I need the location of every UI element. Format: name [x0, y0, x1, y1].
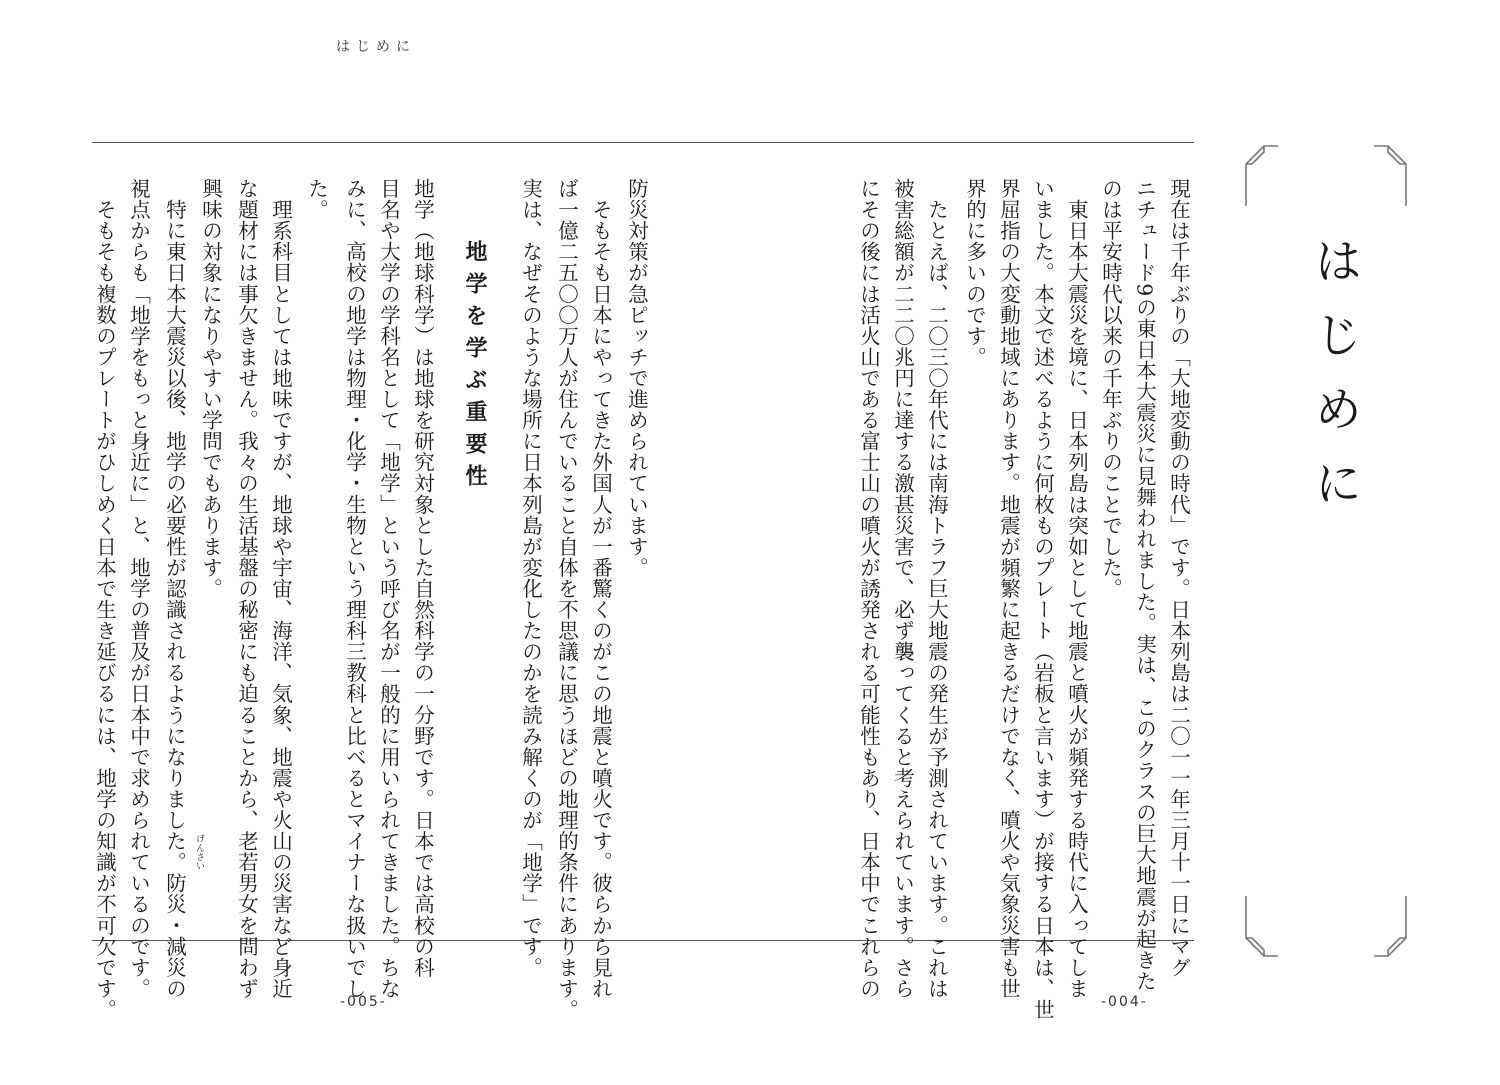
right-line-2: ニチュード9の東日本大震災に見舞われました。実は、このクラスの巨大地震が起きた	[1132, 178, 1157, 992]
right-line-8: たとえば、二〇三〇年代には南海トラフ巨大地震の発生が予測されています。これは	[924, 178, 949, 999]
right-line-7: 界的に多いのです。	[962, 178, 987, 368]
ruby-reading: げんさい	[194, 834, 204, 870]
left-line-6: 目名や大学の学科名として「地学」という呼び名が一般的に用いられてきました。ちな	[376, 178, 401, 999]
left-line-12: 特に東日本大震災以後、地学の必要性が認識されるようになりました。防災・減災の	[162, 178, 187, 999]
left-line-5: 地学（地球科学）は地球を研究対象とした自然科学の一分野です。日本では高校の科	[410, 178, 435, 978]
left-line-2: そもそも日本にやってきた外国人が一番驚くのがこの地震と噴火です。彼らから見れ	[588, 178, 613, 999]
chapter-title: はじめに	[1306, 236, 1362, 532]
folio-right: -004-	[1101, 994, 1148, 1010]
left-line-1: 防災対策が急ピッチで進められています。	[624, 178, 649, 578]
subheading: 地学を学ぶ重要性	[462, 240, 487, 496]
left-line-11: 興味の対象になりやすい学問でもあります。	[198, 178, 223, 599]
left-line-10: な題材には事欠きません。我々の生活基盤の秘密にも迫ることから、老若男女を問わず	[234, 178, 259, 999]
right-line-6: 界屈指の大変動地域にあります。地震が頻繁に起きるだけでなく、噴火や気象災害も世	[996, 178, 1021, 999]
left-line-13: 視点からも「地学をもっと身近に」と、地学の普及が日本中で求められているのです。	[126, 178, 151, 999]
folio-left: -005-	[340, 994, 387, 1010]
left-line-9: 理系科目としては地味ですが、地球や宇宙、海洋、気象、地震や火山の災害など身近	[268, 178, 293, 999]
right-line-9: 被害総額が二二〇兆円に達する激甚災害で、必ず襲ってくると考えられています。さら	[890, 178, 915, 999]
running-head: はじめに	[336, 39, 416, 55]
right-line-1: 現在は千年ぶりの「大地変動の時代」です。日本列島は二〇一一年三月十一日にマグ	[1166, 178, 1191, 978]
left-line-4: 実は、なぜそのような場所に日本列島が変化したのかを読み解くのが「地学」です。	[518, 178, 543, 978]
left-line-7: みに、高校の地学は物理・化学・生物という理科三教科と比べるとマイナーな扱いでし	[342, 178, 367, 999]
left-line-8: た。	[304, 178, 329, 221]
left-line-14: そもそも複数のプレートがひしめく日本で生き延びるには、地学の知識が不可欠です。	[92, 178, 117, 1020]
right-line-4: 東日本大震災を境に、日本列島は突如として地震と噴火が頻発する時代に入ってしま	[1064, 178, 1089, 999]
right-line-5: いました。本文で述べるように何枚ものプレート（岩板と言います）が接する日本は、世	[1030, 178, 1055, 1020]
right-line-10: にその後には活火山である富士山の噴火が誘発される可能性もあり、日本中でこれらの	[856, 178, 881, 999]
right-line-3: のは平安時代以来の千年ぶりのことでした。	[1098, 178, 1123, 599]
top-rule	[92, 142, 1194, 143]
left-line-3: ば一億二五〇〇万人が住んでいること自体を不思議に思うほどの地理的条件にあります。	[554, 178, 579, 1020]
